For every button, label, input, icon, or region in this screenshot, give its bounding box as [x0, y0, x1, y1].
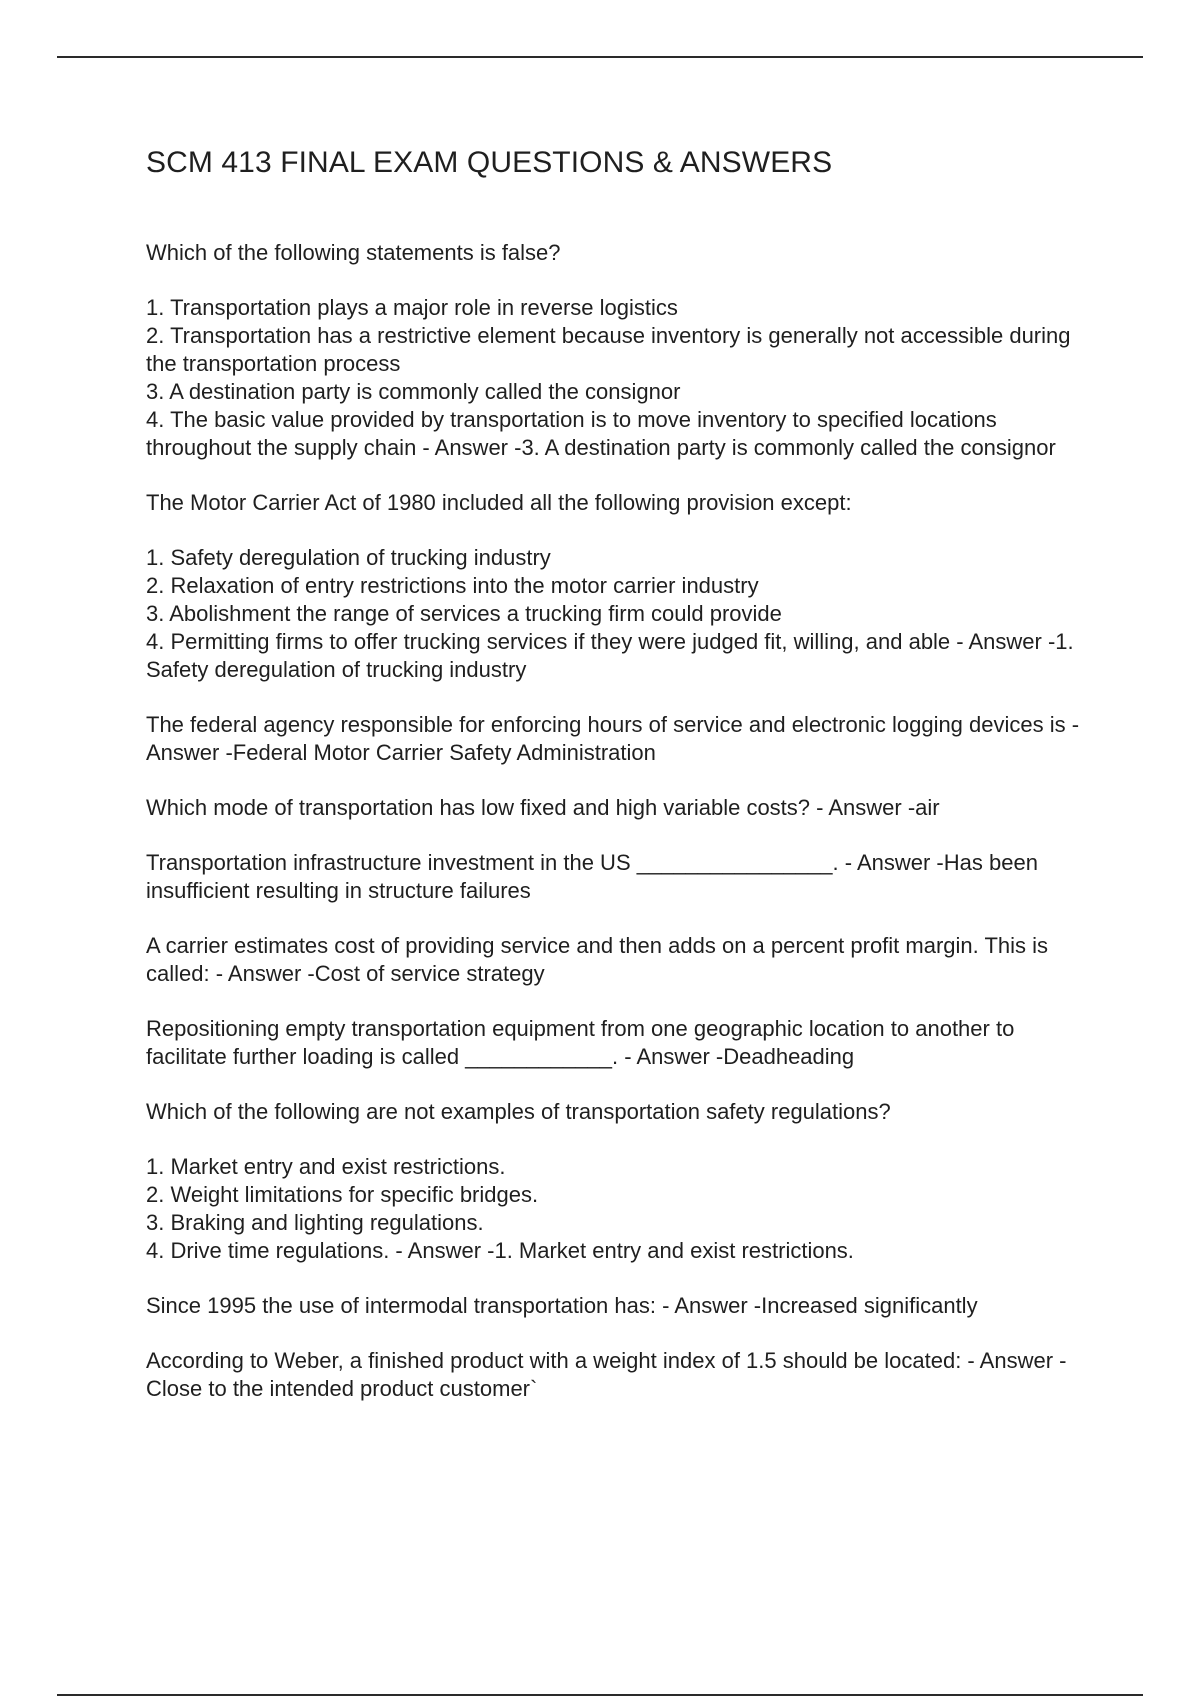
question-answer-block: [146, 849, 1096, 905]
option-line: 3. Braking and lighting regulations.: [146, 1210, 484, 1235]
question-answer-text: Which mode of transportation has low fixed and high variable costs? - Answer -air: [146, 795, 940, 820]
option-line: 1. Market entry and exist restrictions.: [146, 1154, 506, 1179]
options-block: [146, 544, 1096, 684]
option-line: 3. Abolishment the range of services a trucking firm could provide: [146, 601, 782, 626]
question-block: [146, 1098, 1096, 1126]
options-block: [146, 1153, 1096, 1265]
option-line: 1. Safety deregulation of trucking industry: [146, 545, 551, 570]
option-line: 1. Transportation plays a major role in reverse logistics: [146, 295, 678, 320]
option-line: 4. The basic value provided by transportation is to move inventory to specified locations throughout the supply chain - Answer -3. A destination party is commonly called the consignor: [146, 407, 1056, 460]
question-answer-block: [146, 932, 1096, 988]
question-answer-text: A carrier estimates cost of providing service and then adds on a percent profit margin. This is called: - Answer -Cost of service strategy: [146, 933, 1049, 986]
question-answer-block: [146, 1347, 1096, 1403]
question-text: Which of the following are not examples of transportation safety regulations?: [146, 1099, 891, 1124]
question-answer-block: [146, 1292, 1096, 1320]
question-answer-block: [146, 794, 1096, 822]
question-text: The Motor Carrier Act of 1980 included all the following provision except:: [146, 490, 852, 515]
question-answer-text: Repositioning empty transportation equipment from one geographic location to another to facilitate further loading is called ____________. - Answer -Deadheading: [146, 1016, 1015, 1069]
document-body: [146, 145, 1096, 1430]
question-answer-text: According to Weber, a finished product with a weight index of 1.5 should be located: - Answer -Close to the intended product customer`: [146, 1348, 1067, 1401]
bottom-rule: [57, 1694, 1143, 1696]
option-line: 3. A destination party is commonly called the consignor: [146, 379, 681, 404]
question-block: [146, 489, 1096, 517]
option-line: 2. Weight limitations for specific bridges.: [146, 1182, 539, 1207]
question-answer-text: Transportation infrastructure investment in the US ________________. - Answer -Has been insufficient resulting in structure failures: [146, 850, 1038, 903]
option-line: 2. Relaxation of entry restrictions into the motor carrier industry: [146, 573, 759, 598]
question-answer-block: [146, 711, 1096, 767]
question-text: Which of the following statements is false?: [146, 240, 561, 265]
document-title: SCM 413 FINAL EXAM QUESTIONS & ANSWERS: [146, 146, 833, 179]
question-answer-text: The federal agency responsible for enforcing hours of service and electronic logging devices is - Answer -Federal Motor Carrier Safety Administration: [146, 712, 1080, 765]
option-line: 4. Drive time regulations. - Answer -1. Market entry and exist restrictions.: [146, 1238, 854, 1263]
question-answer-text: Since 1995 the use of intermodal transportation has: - Answer -Increased significantly: [146, 1293, 978, 1318]
options-block: [146, 294, 1096, 462]
top-rule: [57, 56, 1143, 58]
question-answer-block: [146, 1015, 1096, 1071]
option-line: 4. Permitting firms to offer trucking services if they were judged fit, willing, and able - Answer -1. Safety deregulation of trucking industry: [146, 629, 1074, 682]
question-block: [146, 239, 1096, 267]
option-line: 2. Transportation has a restrictive element because inventory is generally not accessible during the transportation process: [146, 323, 1071, 376]
